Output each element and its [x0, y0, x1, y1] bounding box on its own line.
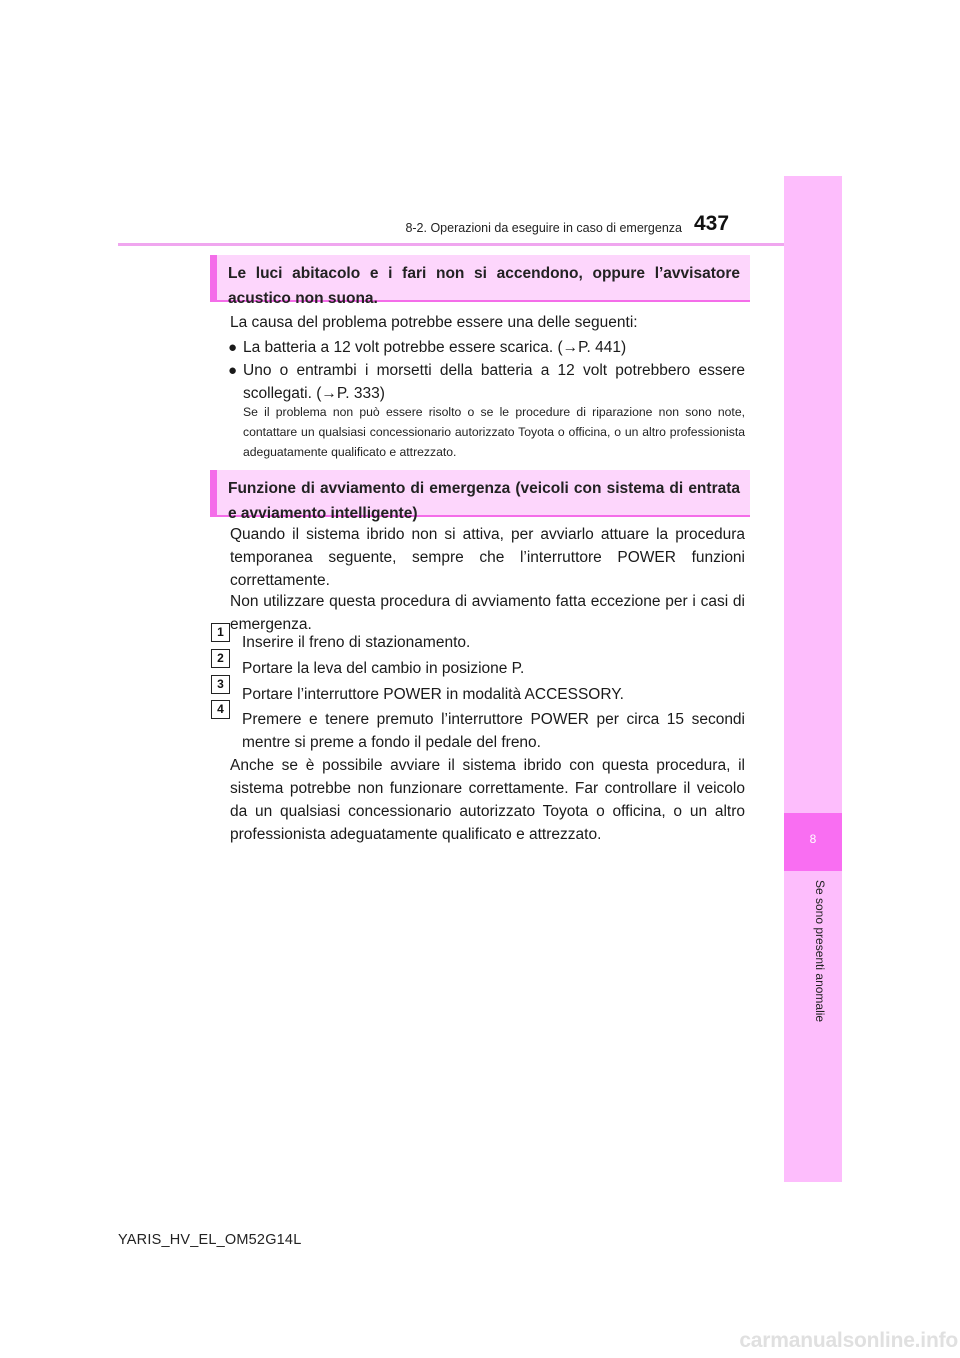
- section2-warning: Non utilizzare questa procedura di avviamento fatta eccezione per i casi di emergenza.: [230, 593, 745, 633]
- step-text: Portare la leva del cambio in posizione P.: [242, 660, 525, 677]
- bullet-icon: ●: [228, 362, 238, 379]
- section2-closing: Anche se è possibile avviare il sistema ibrido con questa procedura, il sistema potrebbe non funzionare correttamente. Far controllare il veicolo da un qualsiasi concessionario autorizzato Toyota o officina, o un altro professionista adeguatamente qualificato e attrezzato.: [230, 757, 745, 843]
- chapter-label: Se sono presenti anomalie: [813, 880, 827, 1023]
- step-text: Inserire il freno di stazionamento.: [242, 634, 471, 651]
- page-number: 437: [694, 212, 730, 235]
- step-number-badge: 2: [211, 649, 230, 668]
- step-item: [211, 625, 745, 654]
- list-item: [228, 336, 745, 359]
- bullet-icon: ●: [228, 339, 238, 356]
- footer-document-code: YARIS_HV_EL_OM52G14L: [118, 1232, 302, 1248]
- list-item: [228, 359, 745, 405]
- section1-intro: La causa del problema potrebbe essere una delle seguenti:: [230, 314, 638, 331]
- step-item: [211, 702, 745, 754]
- step-number-badge: 1: [211, 623, 230, 642]
- step-item: [211, 677, 745, 706]
- bullet-text: Uno o entrambi i morsetti della batteria a 12 volt potrebbero essere scollegati. (→P. 333): [243, 362, 745, 402]
- section-heading-emergency-start: Funzione di avviamento di emergenza (veicoli con sistema di entrata e avviamento intelligente): [210, 470, 750, 517]
- chapter-number: 8: [809, 832, 817, 846]
- section2-intro: Quando il sistema ibrido non si attiva, per avviarlo attuare la procedura temporanea seguente, sempre che l’interruttore POWER funzioni correttamente.: [230, 526, 745, 589]
- header-divider: [118, 243, 840, 246]
- chapter-side-tab: [784, 176, 842, 1182]
- header-section-title: 8-2. Operazioni da eseguire in caso di emergenza: [405, 221, 682, 235]
- step-number-badge: 3: [211, 675, 230, 694]
- step-text: Portare l’interruttore POWER in modalità ACCESSORY.: [242, 686, 624, 703]
- bullet-text: La batteria a 12 volt potrebbe essere scarica. (→P. 441): [243, 339, 627, 356]
- section1-note: Se il problema non può essere risolto o se le procedure di riparazione non sono note, contattare un qualsiasi concessionario autorizzato Toyota o officina, o un altro professionista adeguatamente qualificato e attrezzato.: [243, 405, 745, 459]
- watermark: carmanualsonline.info: [739, 1329, 958, 1352]
- section-heading-lights: Le luci abitacolo e i fari non si accendono, oppure l’avvisatore acustico non suona.: [210, 255, 750, 302]
- step-text: Premere e tenere premuto l’interruttore POWER per circa 15 secondi mentre si preme a fondo il pedale del freno.: [242, 711, 745, 751]
- step-number-badge: 4: [211, 700, 230, 719]
- step-item: [211, 651, 745, 680]
